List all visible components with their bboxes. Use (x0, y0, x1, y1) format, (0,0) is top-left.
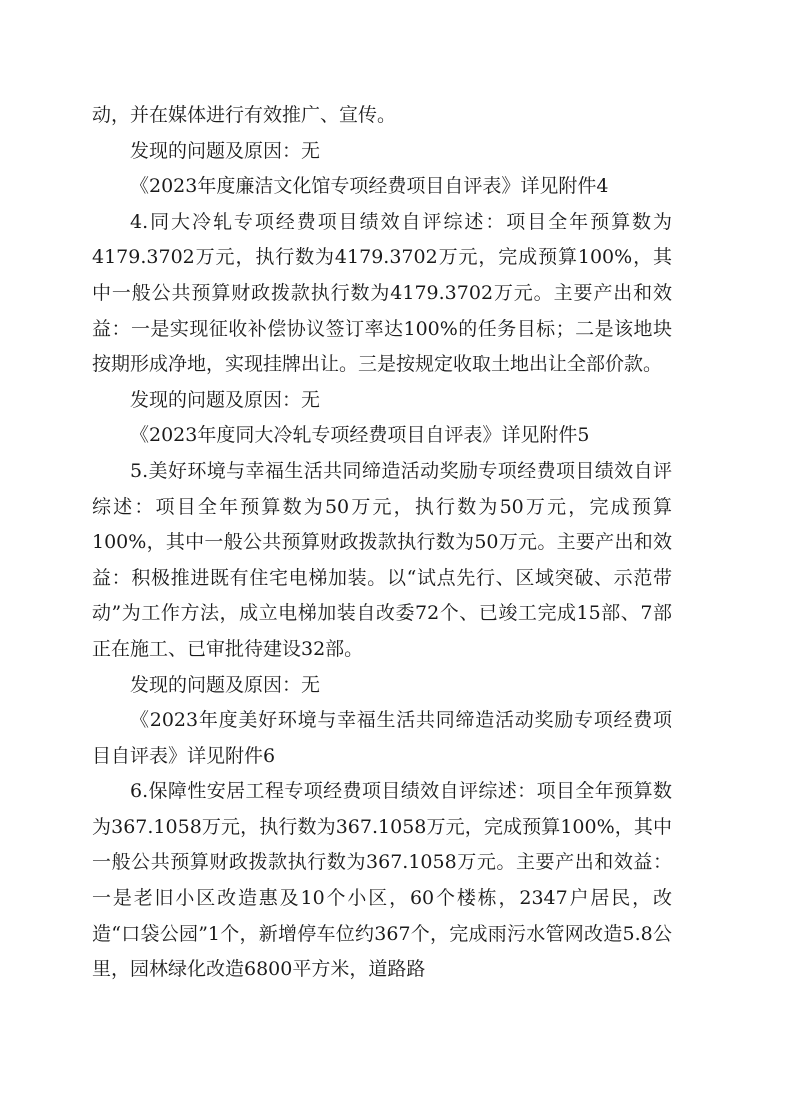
paragraph-item-5-beautiful-environment: 5.美好环境与幸福生活共同缔造活动奖励专项经费项目绩效自评综述：项目全年预算数为50万元，执行数为50万元，完成预算100%，其中一般公共预算财政拨款执行数为50万元。主要产出和效益：积极推进既有住宅电梯加装。以“试点先行、区域突破、示范带动”为工作方法，成立电梯加装自改委72个、已竣工完成15部、7部正在施工、已审批待建设32部。 (92, 459, 672, 660)
paragraph-attachment-5: 《2023年度同大冷轧专项经费项目自评表》详见附件5 (130, 424, 590, 447)
paragraph-issues-none: 发现的问题及原因：无 (130, 388, 321, 411)
paragraph-issues-none: 发现的问题及原因：无 (130, 139, 321, 162)
document-body (92, 98, 672, 988)
paragraph-attachment-6: 《2023年度美好环境与幸福生活共同缔造活动奖励专项经费项目自评表》详见附件6 (92, 709, 672, 767)
paragraph-promotion-end: 动，并在媒体进行有效推广、宣传。 (92, 104, 397, 126)
paragraph-item-4-tongda-cold-rolling: 4.同大冷轧专项经费项目绩效自评综述：项目全年预算数为4179.3702万元，执行数为4179.3702万元，完成预算100%，其中一般公共预算财政拨款执行数为4179.3702万元。主要产出和效益：一是实现征收补偿协议签订率达100%的任务目标；二是该地块按期形成净地，实现挂牌出让。三是按规定收取土地出让全部价款。 (92, 210, 672, 376)
paragraph-issues-none: 发现的问题及原因：无 (130, 673, 321, 696)
paragraph-item-6-affordable-housing: 6.保障性安居工程专项经费项目绩效自评综述：项目全年预算数为367.1058万元，执行数为367.1058万元，完成预算100%，其中一般公共预算财政拨款执行数为367.1058万元。主要产出和效益：一是老旧小区改造惠及10个小区，60个楼栋，2347户居民，改造“口袋公园”1个，新增停车位约367个，完成雨污水管网改造5.8公里，园林绿化改造6800平方米，道路路 (92, 780, 672, 981)
paragraph-attachment-4: 《2023年度廉洁文化馆专项经费项目自评表》详见附件4 (130, 175, 609, 198)
